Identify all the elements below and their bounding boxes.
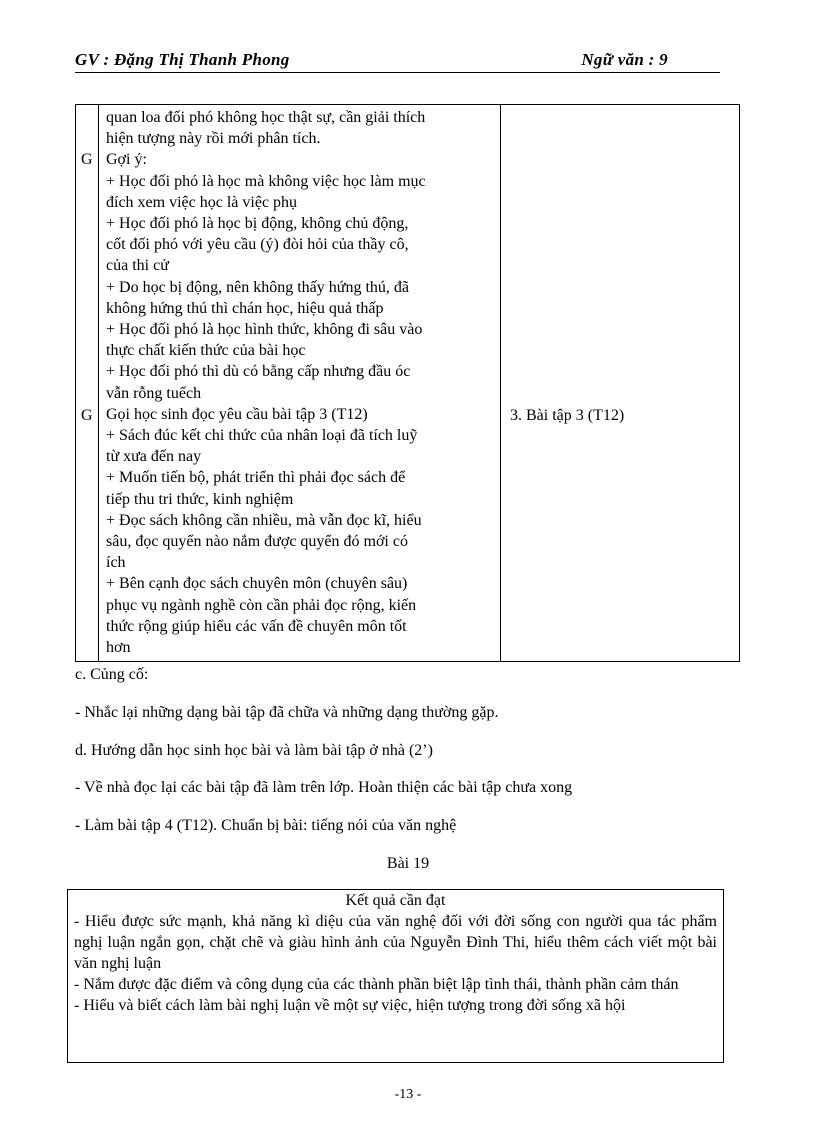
column-divider <box>500 105 501 661</box>
exercise-heading: 3. Bài tập 3 (T12) <box>510 407 625 424</box>
column-divider <box>98 105 99 661</box>
content-line: tiếp thu tri thức, kinh nghiệm <box>106 490 294 508</box>
content-line: + Học đối phó là học bị động, không chủ động, <box>106 215 409 233</box>
content-line: + Muốn tiến bộ, phát triển thì phải đọc sách để <box>106 469 406 487</box>
section-heading: d. Hướng dẫn học sinh học bài và làm bài tập ở nhà (2’) <box>75 742 433 759</box>
role-marker: G <box>81 151 93 168</box>
objectives-list <box>68 911 723 1016</box>
content-line: thức rộng giúp hiểu các vấn đề chuyên môn tốt <box>106 617 407 635</box>
paragraph: - Nhắc lại những dạng bài tập đã chữa và những dạng thường gặp. <box>75 704 499 721</box>
content-line: không hứng thú thì chán học, hiệu quả thấp <box>106 299 384 317</box>
page-number: -13 - <box>394 1087 422 1102</box>
lesson-table <box>75 104 740 662</box>
content-line: + Học đối phó là học hình thức, không đi sâu vào <box>106 321 423 339</box>
objective-item: - Hiểu và biết cách làm bài nghị luận về một sự việc, hiện tượng trong đời sống xã hội <box>74 997 626 1014</box>
content-line: quan loa đối phó không học thật sự, cần giải thích <box>106 109 426 126</box>
objectives-box <box>67 889 724 1063</box>
content-line: từ xưa đến nay <box>106 448 202 466</box>
content-line: + Đọc sách không cần nhiều, mà vẫn đọc kĩ, hiểu <box>106 511 422 529</box>
objective-item: - Nắm được đặc điểm và công dụng của các thành phần biệt lập tình thái, thành phần cảm thán <box>74 976 679 993</box>
objective-item: - Hiểu được sức mạnh, khả năng kì diệu của văn nghệ đối với đời sống con người qua tác phẩm nghị luận ngắn gọn, chặt chẽ và giàu hình ảnh của Nguyễn Đình Thi, hiểu thêm cách viết một bài văn nghị luận <box>74 913 717 972</box>
teacher-name: GV : Đặng Thị Thanh Phong <box>75 50 290 69</box>
content-line: Gợi ý: <box>106 151 147 169</box>
objectives-title: Kết quả cần đạt <box>345 892 446 909</box>
content-line: cốt đối phó với yêu cầu (ý) đòi hỏi của thầy cô, <box>106 236 409 254</box>
content-line: Gọi học sinh đọc yêu cầu bài tập 3 (T12) <box>106 405 368 423</box>
content-line: + Bên cạnh đọc sách chuyên môn (chuyên sâu) <box>106 575 408 593</box>
page-header <box>75 50 720 73</box>
paragraph: - Làm bài tập 4 (T12). Chuẩn bị bài: tiếng nói của văn nghệ <box>75 817 457 834</box>
content-line: của thi cử <box>106 257 169 275</box>
activity-content <box>106 107 494 658</box>
content-line: + Học đối phó là học mà không việc học làm mục <box>106 172 426 190</box>
content-line: sâu, đọc quyển nào nắm được quyển đó mới có <box>106 533 408 551</box>
content-line: thực chất kiến thức của bài học <box>106 342 306 360</box>
subject-grade: Ngữ văn : 9 <box>581 50 668 69</box>
content-line: phục vụ ngành nghề còn cần phải đọc rộng, kiến <box>106 596 417 614</box>
content-line: + Do học bị động, nên không thấy hứng thú, đã <box>106 278 409 296</box>
content-line: vẫn rỗng tuếch <box>106 384 202 402</box>
paragraph: - Về nhà đọc lại các bài tập đã làm trên lớp. Hoàn thiện các bài tập chưa xong <box>75 779 573 796</box>
section-heading: c. Củng cố: <box>75 666 149 683</box>
content-line: + Sách đúc kết chi thức của nhân loại đã tích luỹ <box>106 427 418 445</box>
lesson-title: Bài 19 <box>386 855 430 872</box>
content-line: hiện tượng này rồi mới phân tích. <box>106 130 321 148</box>
content-line: ích <box>106 554 126 572</box>
content-line: đích xem việc học là việc phụ <box>106 193 298 211</box>
content-line: hơn <box>106 639 131 657</box>
role-marker: G <box>81 407 93 424</box>
content-line: + Học đối phó thì dù có bằng cấp nhưng đầu óc <box>106 363 411 381</box>
